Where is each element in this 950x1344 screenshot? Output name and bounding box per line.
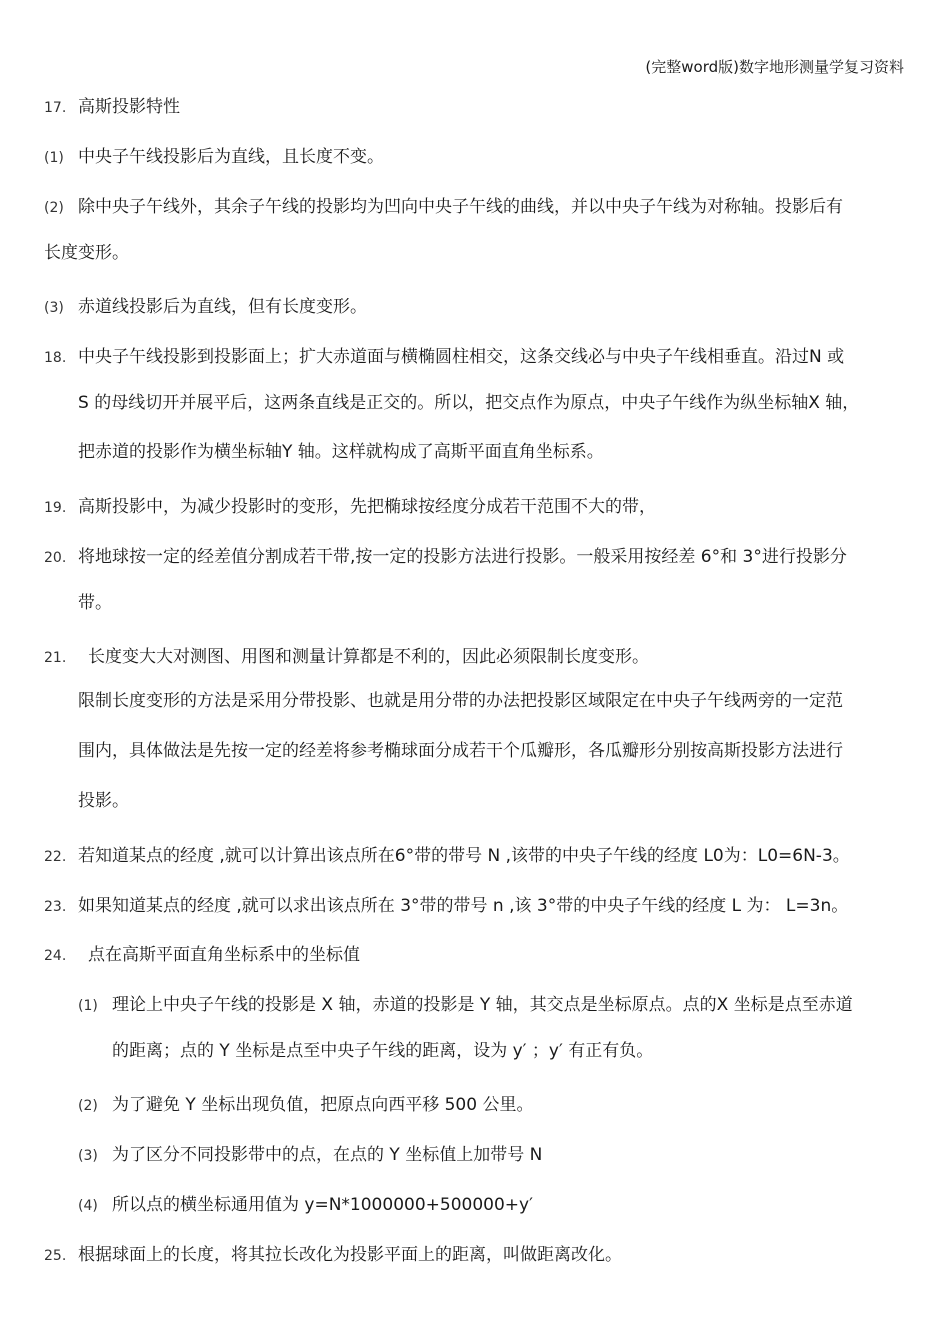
item-number: 25. (44, 1248, 67, 1264)
item-number: (4) (78, 1198, 98, 1214)
text-line: 赤道线投影后为直线，但有长度变形。 (78, 297, 367, 317)
text-line: 高斯投影中，为减少投影时的变形，先把椭球按经度分成若干范围不大的带， (78, 497, 656, 517)
item-number: (2) (78, 1098, 98, 1114)
text-line: 长度变大大对测图、用图和测量计算都是不利的，因此必须限制长度变形。 (88, 647, 649, 667)
document-header: (完整word版)数字地形测量学复习资料 (645, 58, 904, 76)
item-number: 23. (44, 899, 67, 915)
text-line: 所以点的横坐标通用值为 y=N*1000000+500000+y′ (112, 1195, 533, 1215)
text-line: 把赤道的投影作为横坐标轴Y 轴。这样就构成了高斯平面直角坐标系。 (78, 442, 604, 462)
item-number: 22. (44, 849, 67, 865)
text-line: 根据球面上的长度，将其拉长改化为投影平面上的距离，叫做距离改化。 (78, 1245, 622, 1265)
item-number: 17. (44, 100, 67, 116)
text-line: 投影。 (78, 791, 129, 811)
text-line: 中央子午线投影到投影面上；扩大赤道面与横椭圆柱相交，这条交线必与中央子午线相垂直。沿过N 或 (78, 347, 845, 367)
text-line: 将地球按一定的经差值分割成若干带,按一定的投影方法进行投影。一般采用按经差 6°和 3°进行投影分 (78, 547, 847, 567)
text-line: 理论上中央子午线的投影是 X 轴，赤道的投影是 Y 轴，其交点是坐标原点。点的X 坐标是点至赤道 (112, 995, 853, 1015)
text-line: 带。 (78, 593, 112, 613)
item-number: (3) (44, 300, 64, 316)
text-line: 长度变形。 (44, 243, 129, 263)
item-number: 20. (44, 550, 67, 566)
item-number: 19. (44, 500, 67, 516)
text-line: 高斯投影特性 (78, 97, 180, 117)
item-number: 24. (44, 948, 67, 964)
text-line: 中央子午线投影后为直线，且长度不变。 (78, 147, 384, 167)
text-line: 为了避免 Y 坐标出现负值，把原点向西平移 500 公里。 (112, 1095, 534, 1115)
item-number: 21. (44, 650, 67, 666)
text-line: 如果知道某点的经度 ,就可以求出该点所在 3°带的带号 n ,该 3°带的中央子午线的经度 L 为： L=3n。 (78, 896, 849, 916)
item-number: (3) (78, 1148, 98, 1164)
item-number: (2) (44, 200, 64, 216)
item-number: 18. (44, 350, 67, 366)
text-line: S 的母线切开并展平后，这两条直线是正交的。所以，把交点作为原点，中央子午线作为纵坐标轴X 轴， (78, 393, 860, 413)
text-line: 限制长度变形的方法是采用分带投影、也就是用分带的办法把投影区域限定在中央子午线两旁的一定范 (78, 691, 843, 711)
item-number: (1) (44, 150, 64, 166)
item-number: (1) (78, 998, 98, 1014)
text-line: 围内，具体做法是先按一定的经差将参考椭球面分成若干个瓜瓣形，各瓜瓣形分别按高斯投影方法进行 (78, 741, 843, 761)
text-line: 除中央子午线外，其余子午线的投影均为凹向中央子午线的曲线，并以中央子午线为对称轴。投影后有 (78, 197, 843, 217)
text-line: 若知道某点的经度 ,就可以计算出该点所在6°带的带号 N ,该带的中央子午线的经度 L0为：L0=6N-3。 (78, 846, 850, 866)
text-line: 为了区分不同投影带中的点，在点的 Y 坐标值上加带号 N (112, 1145, 543, 1165)
text-line: 点在高斯平面直角坐标系中的坐标值 (88, 945, 360, 965)
text-line: 的距离；点的 Y 坐标是点至中央子午线的距离，设为 y′ ；y′ 有正有负。 (112, 1041, 654, 1061)
